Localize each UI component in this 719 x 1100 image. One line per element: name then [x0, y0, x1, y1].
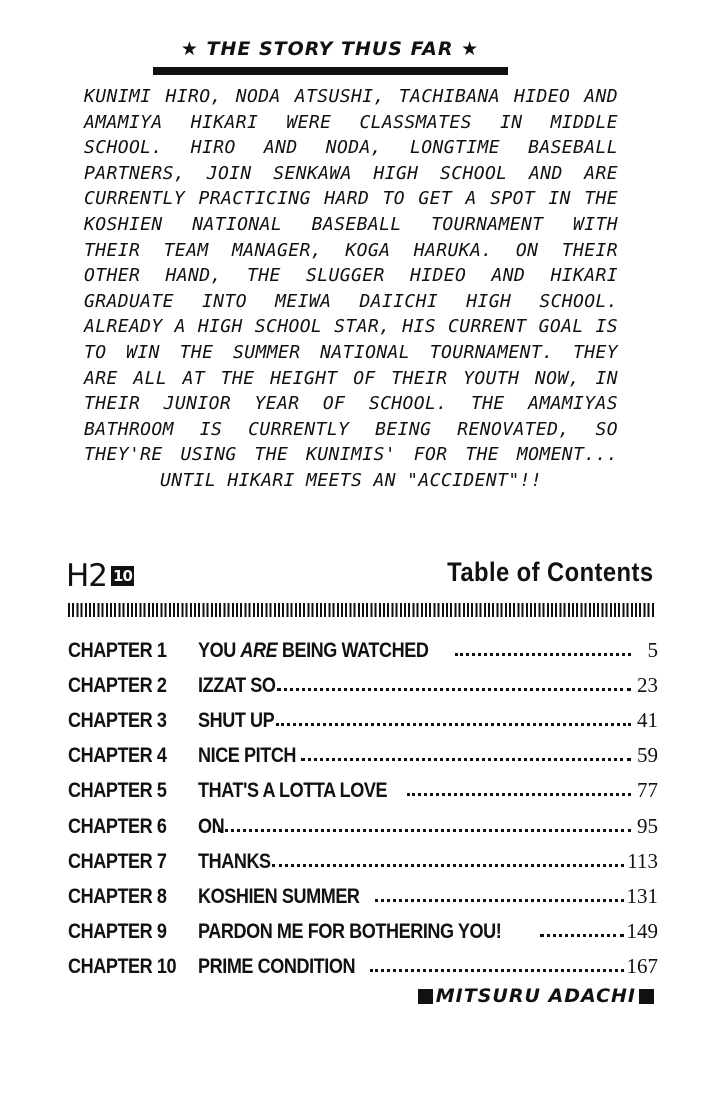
story-line: TO WIN THE SUMMER NATIONAL TOURNAMENT. THEY	[84, 341, 618, 363]
series-logo	[66, 560, 134, 592]
story-line: UNTIL HIKARI MEETS AN "ACCIDENT"!!	[159, 469, 543, 491]
chapter-page: 113	[627, 848, 658, 873]
toc-row	[68, 698, 658, 733]
story-line: SCHOOL. HIRO AND NODA, LONGTIME BASEBALL	[84, 137, 618, 159]
logo-text: H2	[66, 558, 108, 594]
chapter-page: 131	[626, 883, 658, 908]
comb-divider	[68, 603, 656, 617]
toc-row	[68, 768, 658, 803]
chapter-title: ON	[198, 814, 225, 838]
dot-leader	[375, 899, 624, 902]
story-line: KOSHIEN NATIONAL BASEBALL TOURNAMENT WITH	[84, 213, 618, 235]
dot-leader	[272, 864, 625, 867]
toc-row	[68, 663, 658, 698]
toc-row	[68, 909, 658, 944]
dot-leader	[407, 793, 631, 796]
chapter-title: YOU ARE BEING WATCHED	[198, 639, 429, 663]
volume-number: 10	[113, 567, 132, 585]
chapter-title: IZZAT SO	[198, 674, 276, 698]
chapter-label: CHAPTER 10	[68, 954, 177, 978]
chapter-page: 5	[647, 638, 658, 663]
toc-row	[68, 839, 658, 874]
chapter-title: KOSHIEN SUMMER	[198, 884, 360, 908]
chapter-label: CHAPTER 1	[68, 639, 167, 663]
chapter-label: CHAPTER 7	[68, 849, 167, 873]
square-bullet-icon	[418, 989, 433, 1004]
chapter-page: 41	[637, 708, 658, 733]
chapter-page: 95	[637, 813, 658, 838]
chapter-page: 77	[637, 778, 658, 803]
author-credit	[415, 985, 657, 1007]
chapter-page: 59	[637, 743, 658, 768]
chapter-label: CHAPTER 5	[68, 779, 167, 803]
dot-leader	[218, 829, 632, 832]
chapter-label: CHAPTER 4	[68, 744, 167, 768]
story-line: AMAMIYA HIKARI WERE CLASSMATES IN MIDDLE	[84, 111, 618, 133]
story-line: ARE ALL AT THE HEIGHT OF THEIR YOUTH NOW, IN	[84, 367, 618, 389]
chapter-title: THAT'S A LOTTA LOVE	[198, 779, 388, 803]
chapter-label: CHAPTER 9	[68, 919, 167, 943]
story-line: CURRENTLY PRACTICING HARD TO GET A SPOT IN THE	[84, 188, 618, 210]
story-title: ★ THE STORY THUS FAR ★	[180, 38, 480, 60]
toc-row	[68, 803, 658, 838]
chapter-label: CHAPTER 6	[68, 814, 167, 838]
dot-leader	[276, 723, 631, 726]
chapter-page: 149	[626, 918, 658, 943]
chapter-page: 23	[637, 673, 658, 698]
story-line: PARTNERS, JOIN SENKAWA HIGH SCHOOL AND ARE	[84, 162, 618, 184]
story-line: GRADUATE INTO MEIWA DAIICHI HIGH SCHOOL.	[84, 290, 618, 312]
dot-leader	[455, 653, 631, 656]
toc-row	[68, 944, 658, 979]
story-line: THEIR TEAM MANAGER, KOGA HARUKA. ON THEIR	[84, 239, 618, 261]
chapter-title: THANKS	[198, 849, 271, 873]
toc-row	[68, 733, 658, 768]
chapter-title: PRIME CONDITION	[198, 954, 356, 978]
story-line: KUNIMI HIRO, NODA ATSUSHI, TACHIBANA HIDEO AND	[84, 86, 618, 107]
toc-row	[68, 874, 658, 909]
chapter-label: CHAPTER 2	[68, 674, 167, 698]
chapter-label: CHAPTER 3	[68, 709, 167, 733]
story-line: THEIR JUNIOR YEAR OF SCHOOL. THE AMAMIYAS	[84, 393, 618, 415]
table-of-contents	[68, 628, 658, 979]
story-line: ALREADY A HIGH SCHOOL STAR, HIS CURRENT GOAL IS	[84, 316, 618, 338]
dot-leader	[540, 934, 624, 937]
chapter-label: CHAPTER 8	[68, 884, 167, 908]
author-name: MITSURU ADACHI	[435, 985, 636, 1007]
chapter-title: SHUT UP	[198, 709, 275, 733]
story-line: BATHROOM IS CURRENTLY BEING RENOVATED, SO	[84, 418, 618, 440]
story-line: OTHER HAND, THE SLUGGER HIDEO AND HIKARI	[84, 265, 618, 287]
story-summary	[84, 84, 618, 494]
dot-leader	[301, 758, 631, 761]
title-underline	[153, 67, 508, 75]
dot-leader	[277, 688, 631, 691]
chapter-title: PARDON ME FOR BOTHERING YOU!	[198, 919, 502, 943]
toc-title: Table of Contents	[446, 557, 653, 587]
story-line: THEY'RE USING THE KUNIMIS' FOR THE MOMENT...	[84, 444, 618, 466]
chapter-page: 167	[626, 953, 658, 978]
square-bullet-icon	[639, 989, 654, 1004]
dot-leader	[370, 969, 624, 972]
chapter-title: NICE PITCH	[198, 744, 297, 768]
toc-row	[68, 628, 658, 663]
